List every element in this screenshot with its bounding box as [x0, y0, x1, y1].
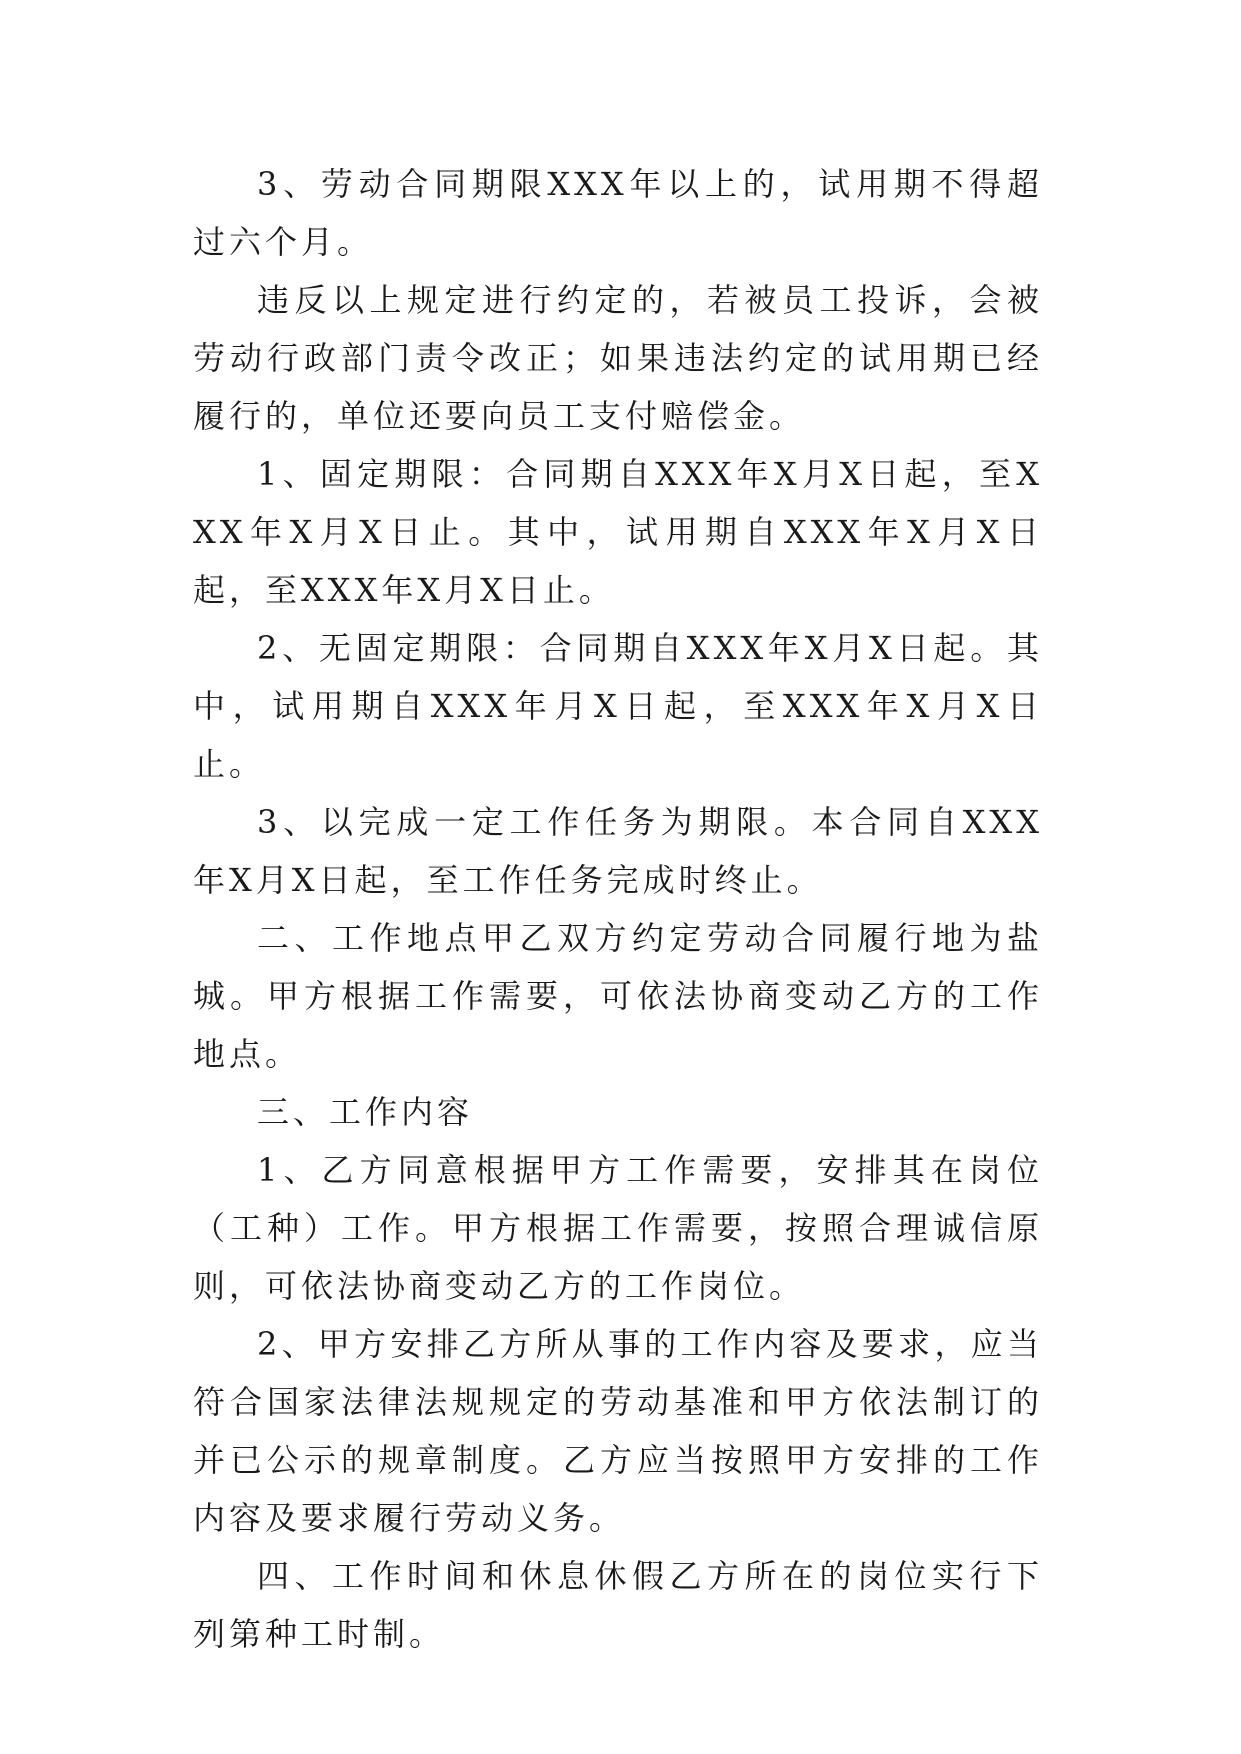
paragraph-violation-notice: 违反以上规定进行约定的，若被员工投诉，会被劳动行政部门责令改正；如果违法约定的试用期已经履行的，单位还要向员工支付赔偿金。: [193, 281, 1043, 435]
paragraph-fixed-term: 1、固定期限：合同期自XXX年X月X日起，至XXX年X月X日止。其中，试用期自XXX年X月X日起，至XXX年X月X日止。: [193, 455, 1043, 609]
paragraph-probation-limit: 3、劳动合同期限XXX年以上的，试用期不得超过六个月。: [193, 165, 1043, 261]
paragraph-job-requirements: 2、甲方安排乙方所从事的工作内容及要求，应当符合国家法律法规规定的劳动基准和甲方依法制订的并已公示的规章制度。乙方应当按照甲方安排的工作内容及要求履行劳动义务。: [193, 1325, 1043, 1537]
paragraph-task-term: 3、以完成一定工作任务为期限。本合同自XXX年X月X日起，至工作任务完成时终止。: [193, 803, 1043, 899]
document-body: [193, 155, 1043, 1663]
paragraph-work-location: 二、工作地点甲乙双方约定劳动合同履行地为盐城。甲方根据工作需要，可依法协商变动乙方的工作地点。: [193, 919, 1043, 1073]
section-heading-work-content: 三、工作内容: [257, 1093, 474, 1131]
paragraph-open-term: 2、无固定期限：合同期自XXX年X月X日起。其中，试用期自XXX年月X日起，至XXX年X月X日止。: [193, 629, 1043, 783]
paragraph-job-assignment: 1、乙方同意根据甲方工作需要，安排其在岗位（工种）工作。甲方根据工作需要，按照合理诚信原则，可依法协商变动乙方的工作岗位。: [193, 1151, 1043, 1305]
paragraph-working-hours: 四、工作时间和休息休假乙方所在的岗位实行下列第种工时制。: [193, 1557, 1043, 1653]
